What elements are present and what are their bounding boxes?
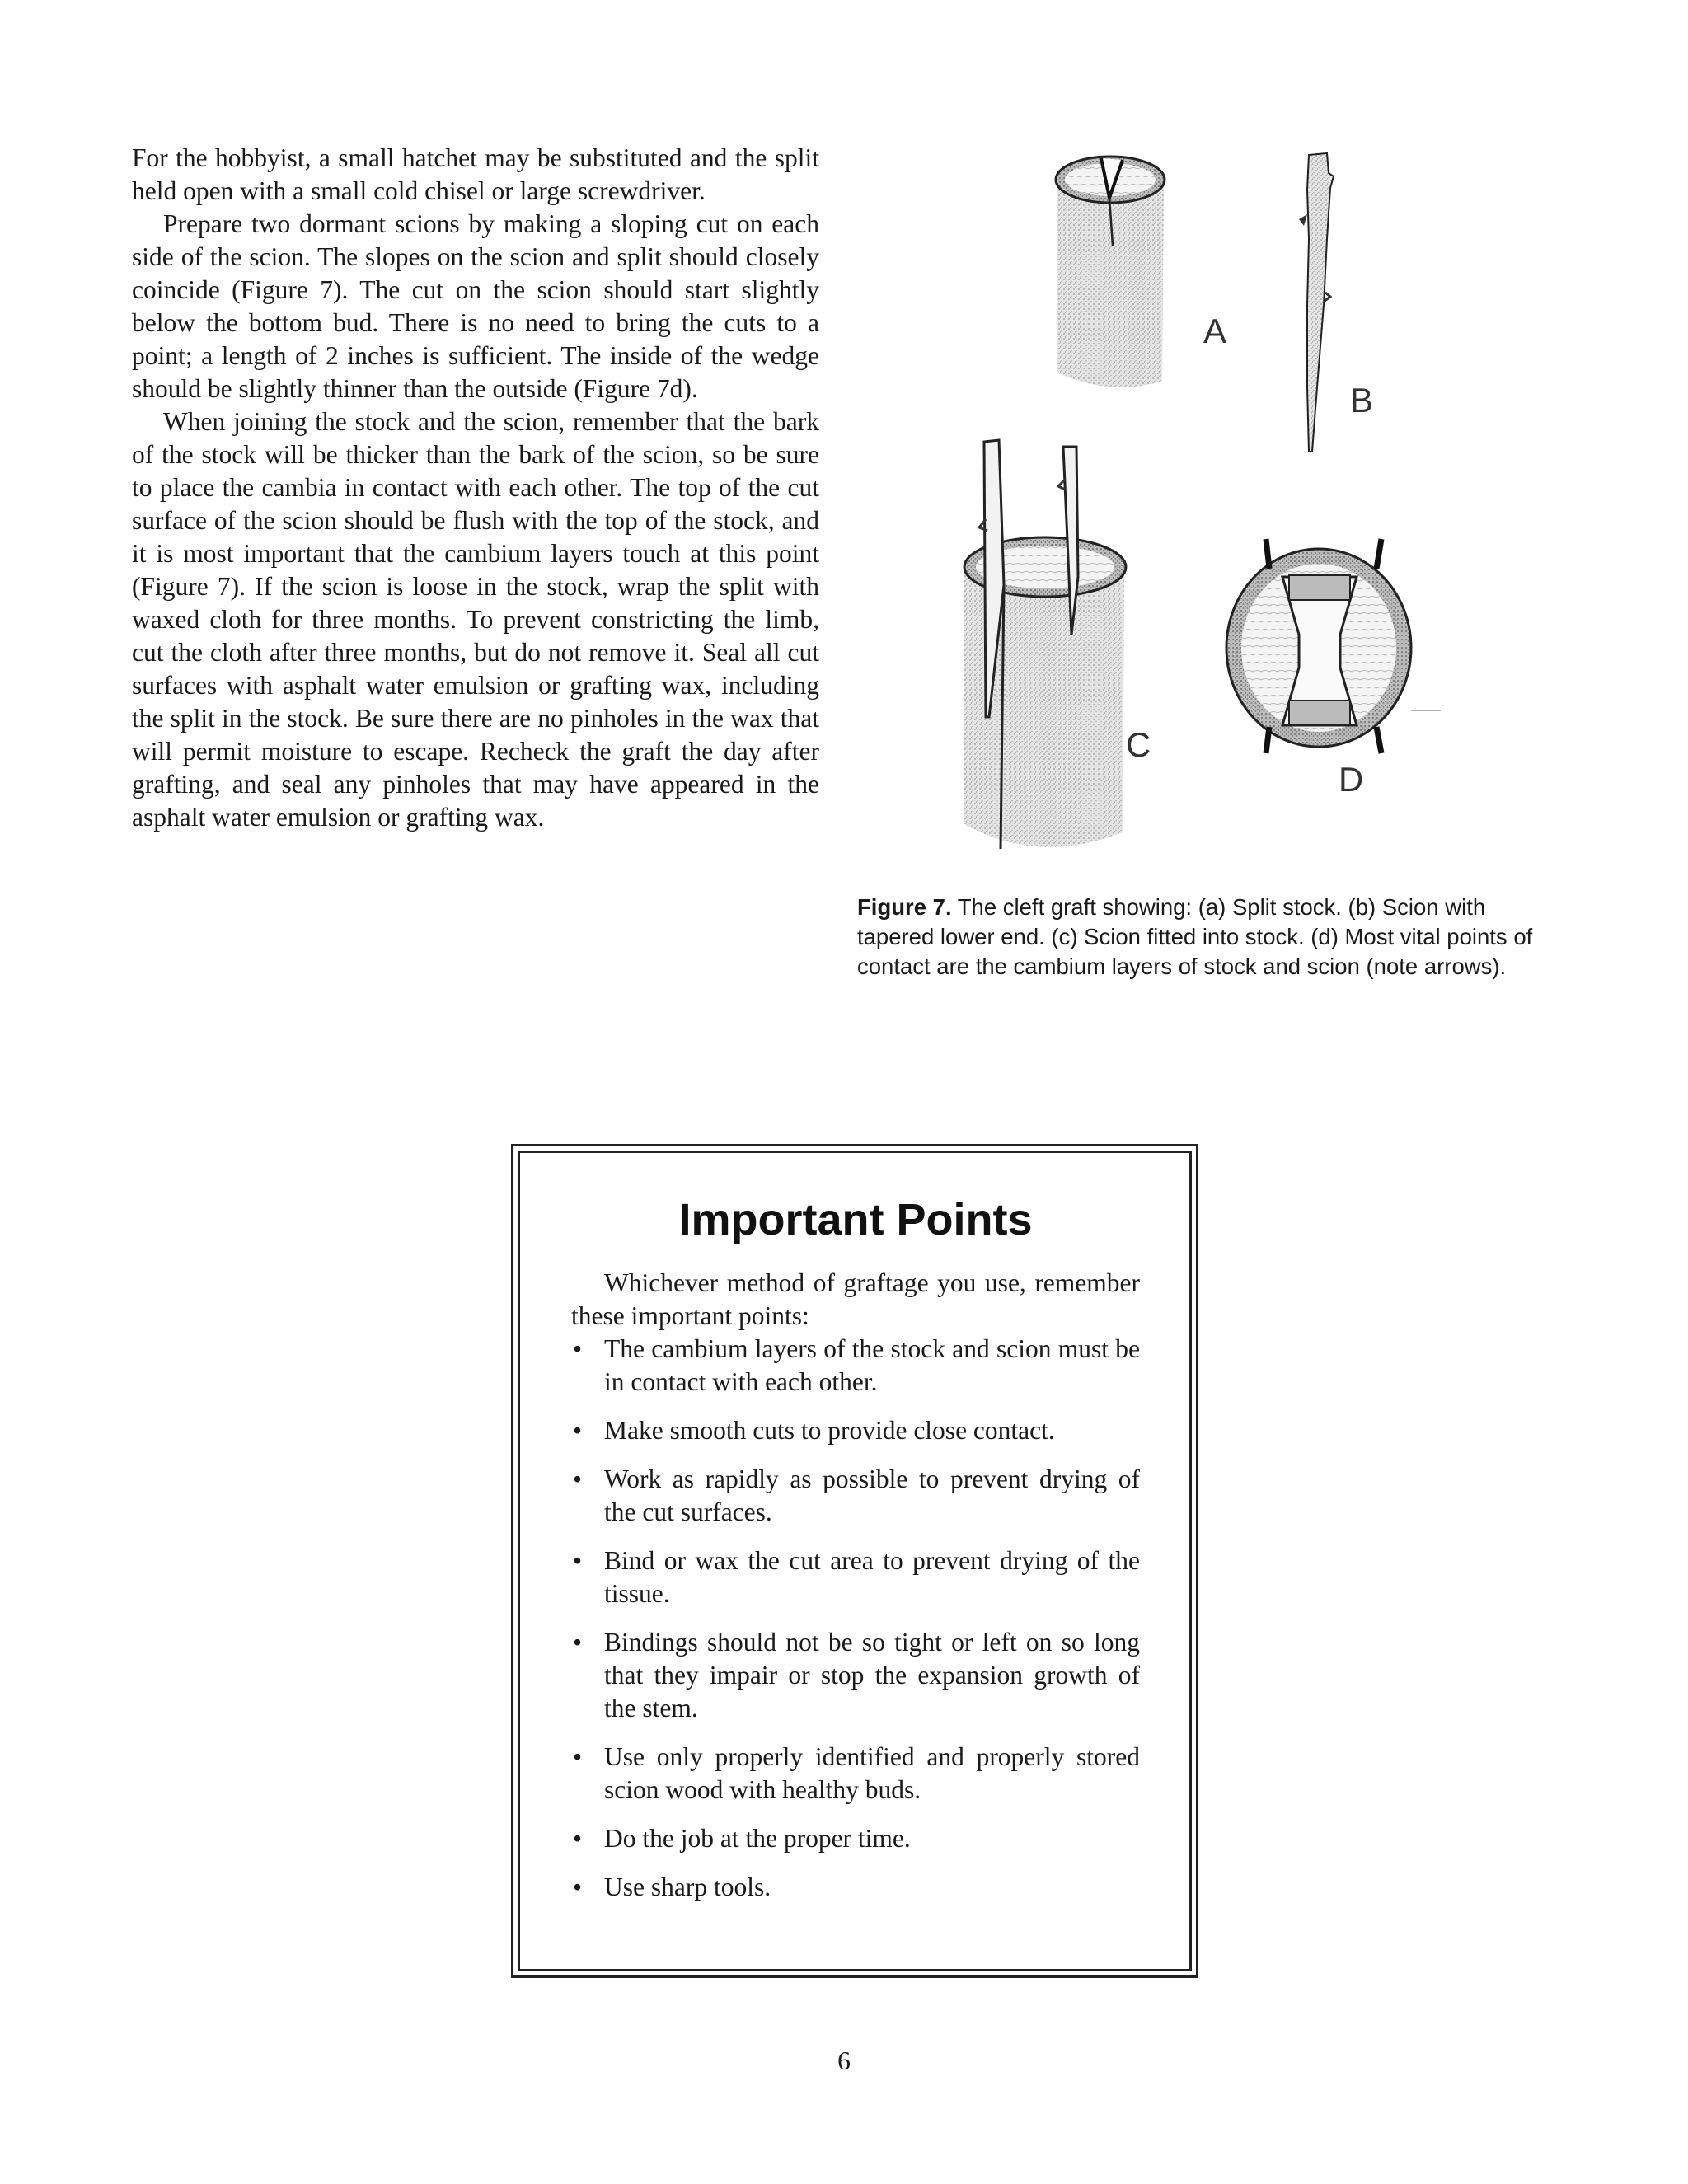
list-item	[571, 1544, 1140, 1610]
label-c: C	[1126, 725, 1151, 764]
list-item	[571, 1333, 1140, 1399]
list-item-text: Bindings should not be so tight or left on so long that they impair or stop the expansion growth of the stem.	[604, 1628, 1140, 1722]
figure-7-illustration	[940, 140, 1500, 874]
body-text	[132, 142, 819, 834]
list-item-text: Work as rapidly as possible to prevent drying of the cut surfaces.	[604, 1465, 1140, 1526]
list-item-text: Make smooth cuts to provide close contact.	[604, 1416, 1055, 1445]
bullet: •	[573, 1465, 583, 1493]
list-item	[571, 1822, 1140, 1855]
bullet: •	[573, 1742, 583, 1771]
page-number: 6	[837, 2046, 851, 2075]
body-paragraph: Prepare two dormant scions by making a sloping cut on each side of the scion. The slopes on the scion and split should closely coincide (Figure 7). The cut on the scion should start slightly below the bottom bud. There is no need to bring the cuts to a point; a length of 2 inches is sufficient. The inside of the wedge should be slightly thinner than the outside (Figure 7d).	[132, 209, 819, 403]
bullet: •	[573, 1416, 583, 1445]
list-item	[571, 1626, 1140, 1725]
bullet: •	[573, 1334, 583, 1363]
bullet: •	[573, 1872, 583, 1901]
list-item-text: Do the job at the proper time.	[604, 1824, 911, 1853]
label-a: A	[1203, 312, 1227, 350]
list-item-text: Bind or wax the cut area to prevent drying of the tissue.	[604, 1546, 1140, 1608]
important-points-title: Important Points	[678, 1195, 1033, 1244]
label-d: D	[1339, 760, 1364, 799]
important-points-intro: Whichever method of graftage you use, remember these important points:	[571, 1268, 1140, 1330]
list-item	[571, 1414, 1140, 1447]
scion-drawing	[1299, 153, 1334, 452]
list-item	[571, 1871, 1140, 1904]
split-stock-drawing	[1056, 157, 1165, 387]
list-item-text: Use sharp tools.	[604, 1872, 771, 1901]
important-points-box	[511, 1144, 1198, 1978]
bullet: •	[573, 1546, 583, 1575]
caption-lead: Figure 7.	[857, 894, 952, 920]
list-item	[571, 1463, 1140, 1529]
cross-section-drawing	[1226, 539, 1441, 753]
body-paragraph: When joining the stock and the scion, remember that the bark of the stock will be thicker than the bark of the scion, so be sure to place the cambia in contact with each other. The top of the cut surface of the scion should be flush with the top of the stock, and it is most important that the cambium layers touch at this point (Figure 7). If the scion is loose in the stock, wrap the split with waxed cloth for three months. To prevent constricting the limb, cut the cloth after three months, but do not remove it. Seal all cut surfaces with asphalt water emulsion or grafting wax, including the split in the stock. Be sure there are no pinholes in the wax that will permit moisture to escape. Recheck the graft the day after grafting, and seal any pinholes that may have appeared in the asphalt water emulsion or grafting wax.	[132, 407, 819, 832]
list-item-text: Use only properly identified and properly stored scion wood with healthy buds.	[604, 1742, 1140, 1804]
list-item	[571, 1741, 1140, 1807]
figure-caption	[857, 893, 1566, 982]
important-points-inner	[518, 1151, 1192, 1971]
cleft-graft-drawing	[940, 140, 1500, 874]
body-paragraph: For the hobbyist, a small hatchet may be substituted and the split held open with a small cold chisel or large screwdriver.	[132, 143, 819, 205]
caption-text: The cleft graft showing: (a) Split stock. (b) Scion with tapered lower end. (c) Scion fitted into stock. (d) Most vital points of contact are the cambium layers of stock and scion (note arrows).	[857, 894, 1533, 979]
list-item-text: The cambium layers of the stock and scion must be in contact with each other.	[604, 1334, 1140, 1396]
bullet: •	[573, 1824, 583, 1853]
fitted-graft-drawing	[964, 440, 1126, 849]
bullet: •	[573, 1628, 583, 1657]
important-points-list	[571, 1333, 1140, 1904]
label-b: B	[1350, 381, 1374, 419]
